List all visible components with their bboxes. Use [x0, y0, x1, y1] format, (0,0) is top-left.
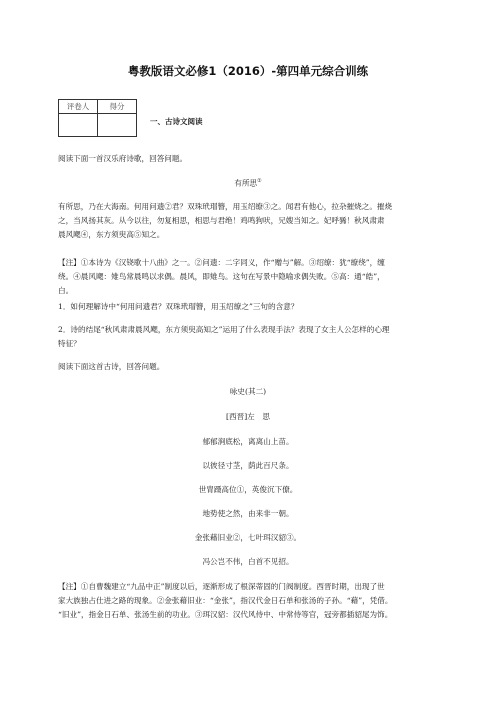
note2-line-3: “旧业”，指金日石单、张汤生前的功业。③珥汉貂：汉代风侍中、中常侍等官，冠旁都插貂尾为饰。 [58, 610, 393, 619]
poem2-line-6: 冯公岂不伟，白首不见招。 [202, 557, 294, 566]
note1-line-2: 绕。④晨风飔：雉鸟常晨鸣以求偶。晨风，即雉鸟。这句在写景中隐喻求偶失败。⑤高：通“皓”， [58, 272, 385, 281]
poem2-author: [西晋]左 思 [226, 412, 270, 421]
poem1-line-3: 晨风飔④，东方须臾高⑤知之。 [58, 230, 165, 239]
poem2-line-4: 地势使之然，由来非一朝。 [202, 509, 294, 518]
intro-1: 阅读下面一首汉乐府诗歌，回答问题。 [58, 154, 188, 163]
note2-line-1: 【注】①自曹魏建立“九品中正”制度以后，逐渐形成了根深蒂固的门阀制度。西晋时期，出现了世 [58, 582, 385, 591]
note1-line-3: 白。 [58, 286, 74, 295]
note2-line-2: 家大族独占仕进之路的现象。②金张藉旧业：“金张”，指汉代金日石单和张汤的子孙。“藉”，凭借。 [58, 596, 393, 605]
question-2-line-1: 2．诗的结尾“秋风肃肃晨风飔，东方须臾高知之”运用了什么表现手法？表现了女主人公怎样的心理 [58, 325, 390, 334]
poem1-title-note: ① [257, 178, 262, 184]
poem1-title [0, 175, 496, 190]
poem2-line-1: 郁郁涧底松，离离山上苗。 [202, 437, 294, 446]
poem1-title-text: 有所思 [234, 178, 258, 188]
poem2-line-5: 金张藉旧业②，七叶珥汉貂③。 [194, 533, 302, 542]
poem1-line-2: 之，当风扬其灰。从今以往，勿复相思，相思与君绝！鸡鸣狗吠，兄嫂当知之。妃呼豨！秋风肃肃 [58, 216, 385, 225]
score-label: 得分 [98, 100, 137, 114]
poem2-title: 咏史(其二) [229, 387, 267, 396]
question-2-line-2: 特征？ [58, 339, 81, 348]
poem1-line-1: 有所思，乃在大海南。何用问遗②君？双珠玳瑁簪，用玉绍缭③之。闻君有他心，拉杂摧烧之。摧烧 [58, 202, 393, 211]
grader-label: 评卷人 [59, 100, 98, 114]
score-table [58, 99, 137, 137]
page-title: 粤教版语文必修1（2016）-第四单元综合训练 [127, 64, 369, 78]
question-1: 1．如何理解诗中“何用问遗君？双珠玳瑁簪，用玉绍缭之”三句的含意？ [58, 302, 299, 311]
poem2-line-3: 世胄蹑高位①，英俊沉下僚。 [198, 485, 298, 494]
intro-2: 阅读下面这首古诗，回答问题。 [58, 362, 165, 371]
note1-line-1: 【注】①本诗为《汉铙歌十八曲》之一。②问遗：二字同义，作“赠与”解。③绍缭：犹“缭绕”，缠 [58, 258, 385, 267]
grader-cell[interactable] [59, 114, 98, 137]
poem2-line-2: 以彼径寸茎，荫此百尺条。 [202, 461, 294, 470]
section-heading: 一、古诗文阅读 [150, 117, 203, 126]
score-cell[interactable] [98, 114, 137, 137]
